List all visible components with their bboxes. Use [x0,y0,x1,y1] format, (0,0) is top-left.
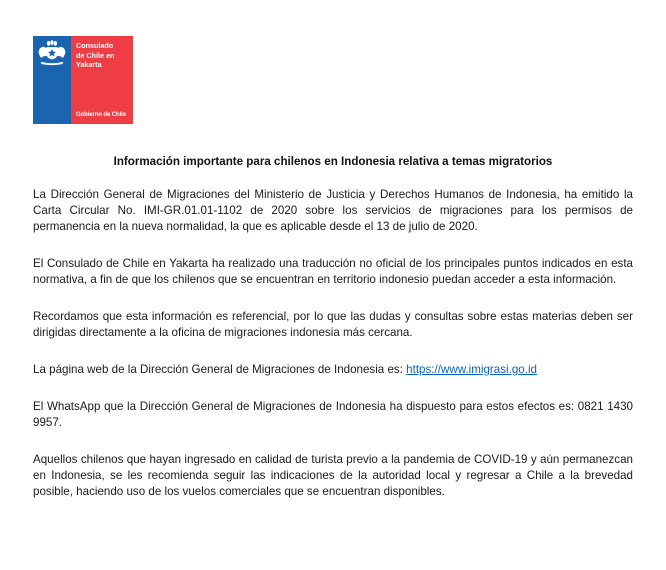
consulate-name-line: Consulado [76,41,114,50]
paragraph-tourists: Aquellos chilenos que hayan ingresado en calidad de turista previo a la pandemia de COVID-19 y aún permanezcan en Indonesia, se les recomienda seguir las indicaciones de la autoridad local y regresar a Chile a la brevedad posible, haciendo uso de los vuelos comerciales que se encuentran disponibles. [33,453,633,498]
consulate-logo [33,36,133,124]
gobierno-de-chile-label: Gobierno de Chile [76,112,126,118]
page-title: Información importante para chilenos en Indonesia relativa a temas migratorios [113,155,553,168]
paragraph-website [33,362,633,378]
consulate-name-line: Yakarta [76,60,102,69]
paragraph-whatsapp: El WhatsApp que la Dirección General de Migraciones de Indonesia ha dispuesto para estos efectos es: 0821 1430 9957. [33,400,633,429]
paragraph-referential: Recordamos que esta información es referencial, por lo que las dudas y consultas sobre estas materias deben ser dirigidas directamente a la oficina de migraciones indonesia más cercana. [33,310,633,339]
paragraph-translation: El Consulado de Chile en Yakarta ha realizado una traducción no oficial de los principales puntos indicados en esta normativa, a fin de que los chilenos que se encuentran en territorio indonesio puedan acceder a esta información. [33,257,633,286]
paragraph-circular: La Dirección General de Migraciones del Ministerio de Justicia y Derechos Humanos de Indonesia, ha emitido la Carta Circular No. IMI-GR.01.01-1102 de 2020 sobre los servicios de migraciones para los permisos de permanencia en la nueva normalidad, la que es aplicable desde el 13 de julio de 2020. [33,188,633,233]
document-body [33,187,633,500]
consulate-name [76,41,129,70]
logo-red-panel [71,36,133,124]
logo-blue-panel [33,36,71,124]
website-sentence-prefix: La página web de la Dirección General de Migraciones de Indonesia es: [33,363,407,376]
consulate-name-line: de Chile en [76,50,115,60]
chile-coat-of-arms-icon [37,40,67,67]
imigrasi-website-link[interactable]: https://www.imigrasi.go.id [406,363,537,376]
